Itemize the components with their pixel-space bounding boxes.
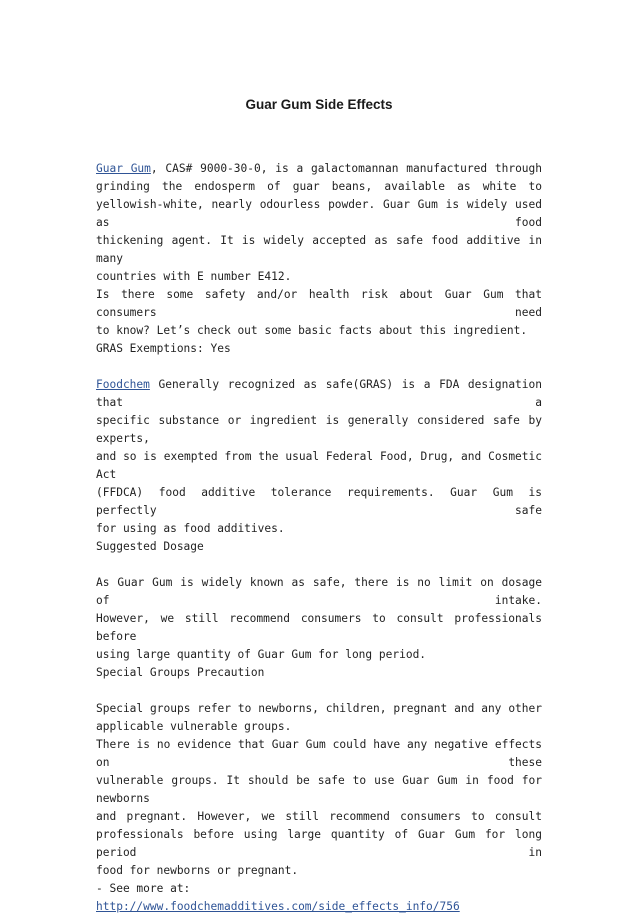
gras-line-2: specific substance or ingredient is generally considered safe by experts, [96,414,542,445]
special-line-3: There is no evidence that Guar Gum could have any negative effects on these [96,738,542,769]
foodchem-link[interactable]: Foodchem [96,378,150,391]
gras-line-5: for using as food additives. [96,522,285,535]
intro-line-4: thickening agent. It is widely accepted as safe food additive in many [96,234,542,265]
see-more-line: - See more at: http://www.foodchemadditives.com/side_effects_info/756 [96,882,460,913]
page-title: Guar Gum Side Effects [245,97,393,112]
dosage-line-2: However, we still recommend consumers to consult professionals before [96,612,542,643]
gras-line-4: (FFDCA) food additive tolerance requirements. Guar Gum is perfectly safe [96,486,542,517]
gras-heading: GRAS Exemptions: Yes [96,342,231,355]
intro-line-3: yellowish-white, nearly odourless powder. Guar Gum is widely used as food [96,198,542,229]
dosage-heading: Suggested Dosage [96,540,204,553]
intro-line-1: Guar Gum, CAS# 9000-30-0, is a galactomannan manufactured through [96,162,543,175]
special-line-5: and pregnant. However, we still recommend consumers to consult [96,810,542,823]
special-line-2: applicable vulnerable groups. [96,720,292,733]
see-more-link[interactable]: http://www.foodchemadditives.com/side_effects_info/756 [96,900,460,913]
special-heading: Special Groups Precaution [96,666,265,679]
special-line-7: food for newborns or pregnant. [96,864,299,877]
dosage-line-1: As Guar Gum is widely known as safe, there is no limit on dosage of intake. [96,576,542,607]
intro-line-7: to know? Let’s check out some basic facts about this ingredient. [96,324,528,337]
intro-line-6: Is there some safety and/or health risk about Guar Gum that consumers need [96,288,542,319]
gras-line-1: Foodchem Generally recognized as safe(GRAS) is a FDA designation that a [96,378,542,409]
special-line-1: Special groups refer to newborns, children, pregnant and any other [96,702,542,715]
intro-line-5: countries with E number E412. [96,270,292,283]
dosage-line-3: using large quantity of Guar Gum for long period. [96,648,427,661]
gras-line-3: and so is exempted from the usual Federal Food, Drug, and Cosmetic Act [96,450,542,481]
intro-line-2: grinding the endosperm of guar beans, available as white to [96,180,542,193]
special-line-4: vulnerable groups. It should be safe to use Guar Gum in food for newborns [96,774,542,805]
special-line-6: professionals before using large quantity of Guar Gum for long period in [96,828,542,859]
guar-gum-link[interactable]: Guar Gum [96,162,151,175]
document-body [96,160,542,916]
